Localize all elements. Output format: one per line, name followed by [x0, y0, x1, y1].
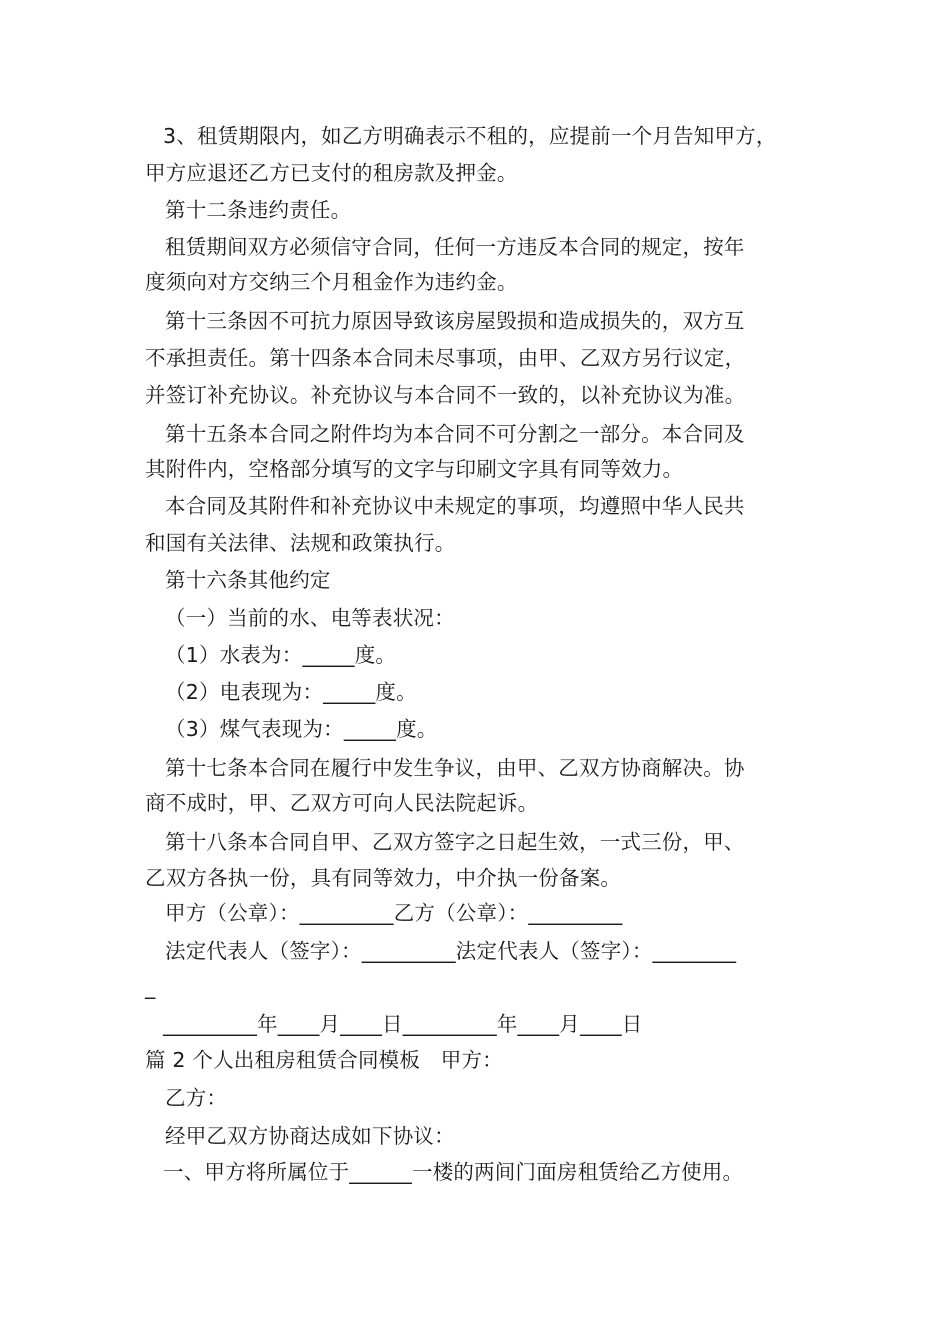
text-line: 3、租赁期限内，如乙方明确表示不租的，应提前一个月告知甲方， [163, 124, 777, 148]
text-line: 一、甲方将所属位于______一楼的两间门面房租赁给乙方使用。 [163, 1160, 744, 1184]
signature-representative-line: 法定代表人（签字）：_________法定代表人（签字）：________ [165, 939, 737, 963]
text-line: 乙双方各执一份，具有同等效力，中介执一份备案。 [145, 866, 622, 890]
section-heading: 第十二条违约责任。 [165, 198, 352, 222]
text-line: 第十七条本合同在履行中发生争议，由甲、乙双方协商解决。协 [165, 756, 745, 780]
signature-continuation: _ [145, 975, 156, 999]
text-line: 经甲乙双方协商达成如下协议： [165, 1124, 455, 1148]
meter-electric-line: （2）电表现为：_____度。 [165, 680, 417, 704]
text-line: 其附件内，空格部分填写的文字与印刷文字具有同等效力。 [145, 457, 684, 481]
text-line: 商不成时，甲、乙双方可向人民法院起诉。 [145, 791, 539, 815]
text-line: 度须向对方交纳三个月租金作为违约金。 [145, 270, 518, 294]
signature-date-line: _________年____月____日_________年____月____日 [163, 1012, 643, 1036]
meter-water-line: （1）水表为：_____度。 [165, 643, 397, 667]
text-line: 不承担责任。第十四条本合同未尽事项，由甲、乙双方另行议定， [145, 346, 746, 370]
text-line: 本合同及其附件和补充协议中未规定的事项，均遵照中华人民共 [165, 494, 745, 518]
text-line: 第十三条因不可抗力原因导致该房屋毁损和造成损失的，双方互 [165, 309, 745, 333]
signature-seal-line: 甲方（公章）：_________乙方（公章）：_________ [165, 901, 623, 925]
text-line: 甲方应退还乙方已支付的租房款及押金。 [145, 161, 518, 185]
text-line: 租赁期间双方必须信守合同，任何一方违反本合同的规定，按年 [165, 235, 745, 259]
section-title: 篇 2 个人出租房租赁合同模板 甲方： [145, 1048, 503, 1072]
meter-gas-line: （3）煤气表现为：_____度。 [165, 717, 438, 741]
text-line: 和国有关法律、法规和政策执行。 [145, 531, 456, 555]
text-line: 第十五条本合同之附件均为本合同不可分割之一部分。本合同及 [165, 422, 745, 446]
text-line: 并签订补充协议。补充协议与本合同不一致的，以补充协议为准。 [145, 383, 746, 407]
party-b-line: 乙方： [165, 1086, 228, 1110]
text-line: 第十八条本合同自甲、乙双方签字之日起生效，一式三份，甲、 [165, 830, 745, 854]
section-heading: 第十六条其他约定 [165, 568, 331, 592]
text-line: （一）当前的水、电等表状况： [165, 606, 455, 630]
